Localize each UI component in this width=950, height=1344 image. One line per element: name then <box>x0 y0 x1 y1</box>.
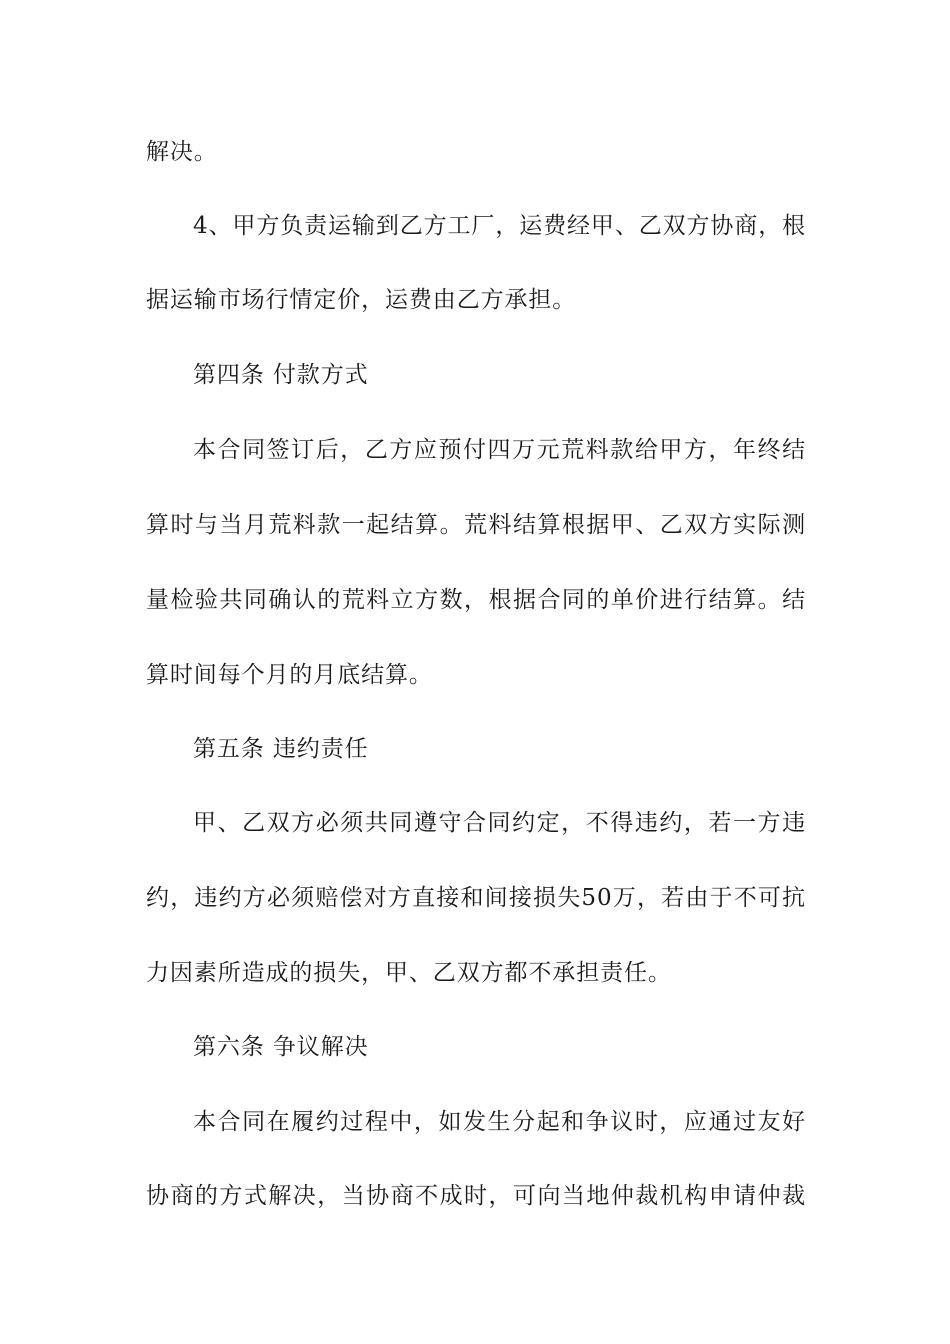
text-line: 据运输市场行情定价，运费由乙方承担。 <box>146 287 577 313</box>
text-line-continuation: 解决。 <box>146 139 218 165</box>
text-line: 本合同签订后，乙方应预付四万元荒料款给甲方，年终结 <box>193 437 806 463</box>
text-line: 力因素所造成的损失，甲、乙双方都不承担责任。 <box>146 960 672 986</box>
text-line-clause-4: 4、甲方负责运输到乙方工厂，运费经甲、乙双方协商，根 <box>193 213 807 239</box>
text-line: 算时与当月荒料款一起结算。荒料结算根据甲、乙双方实际测 <box>146 512 806 538</box>
section-heading-article-6: 第六条 争议解决 <box>193 1034 369 1060</box>
text-line: 协商的方式解决，当协商不成时，可向当地仲裁机构申请仲裁 <box>146 1183 806 1209</box>
text-line: 约，违约方必须赔偿对方直接和间接损失50万，若由于不可抗 <box>146 885 806 911</box>
text-line: 本合同在履约过程中，如发生分起和争议时，应通过友好 <box>193 1109 806 1135</box>
text-line: 甲、乙双方必须共同遵守合同约定，不得违约，若一方违 <box>193 810 806 836</box>
text-line: 量检验共同确认的荒料立方数，根据合同的单价进行结算。结 <box>146 587 806 613</box>
text-line: 算时间每个月的月底结算。 <box>146 662 433 688</box>
section-heading-article-4: 第四条 付款方式 <box>193 362 369 388</box>
section-heading-article-5: 第五条 违约责任 <box>193 736 369 762</box>
